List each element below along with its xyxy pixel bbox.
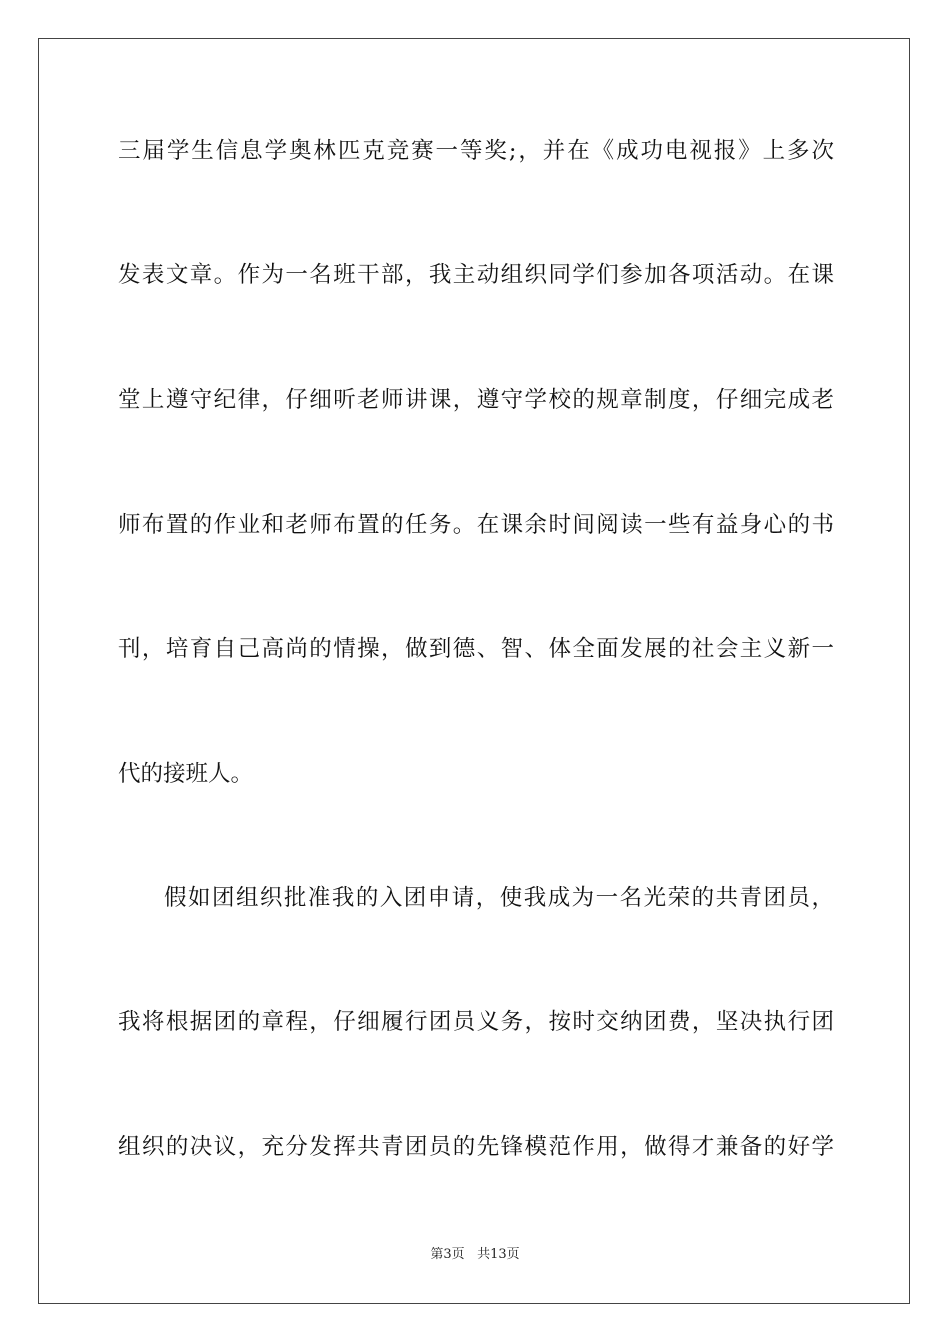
total-pages-label: 共13页 — [477, 1247, 520, 1262]
page-footer — [0, 1246, 950, 1264]
paragraph-line: 发表文章。作为一名班干部，我主动组织同学们参加各项活动。在课 — [118, 262, 834, 288]
current-page-label: 第3页 — [430, 1247, 465, 1262]
paragraph-line: 堂上遵守纪律，仔细听老师讲课，遵守学校的规章制度，仔细完成老 — [118, 387, 834, 413]
paragraph-line: 我将根据团的章程，仔细履行团员义务，按时交纳团费，坚决执行团 — [118, 1009, 834, 1035]
paragraph-line: 刊，培育自己高尚的情操，做到德、智、体全面发展的社会主义新一 — [118, 636, 834, 662]
page-border — [38, 38, 910, 1304]
paragraph-line: 三届学生信息学奥林匹克竞赛一等奖;，并在《成功电视报》上多次 — [118, 138, 834, 164]
paragraph-line: 假如团组织批准我的入团申请，使我成为一名光荣的共青团员， — [164, 885, 834, 911]
paragraph-line: 组织的决议，充分发挥共青团员的先锋模范作用，做得才兼备的好学 — [118, 1134, 834, 1160]
paragraph-line: 代的接班人。 — [118, 761, 254, 787]
paragraph-line: 师布置的作业和老师布置的任务。在课余时间阅读一些有益身心的书 — [118, 512, 834, 538]
